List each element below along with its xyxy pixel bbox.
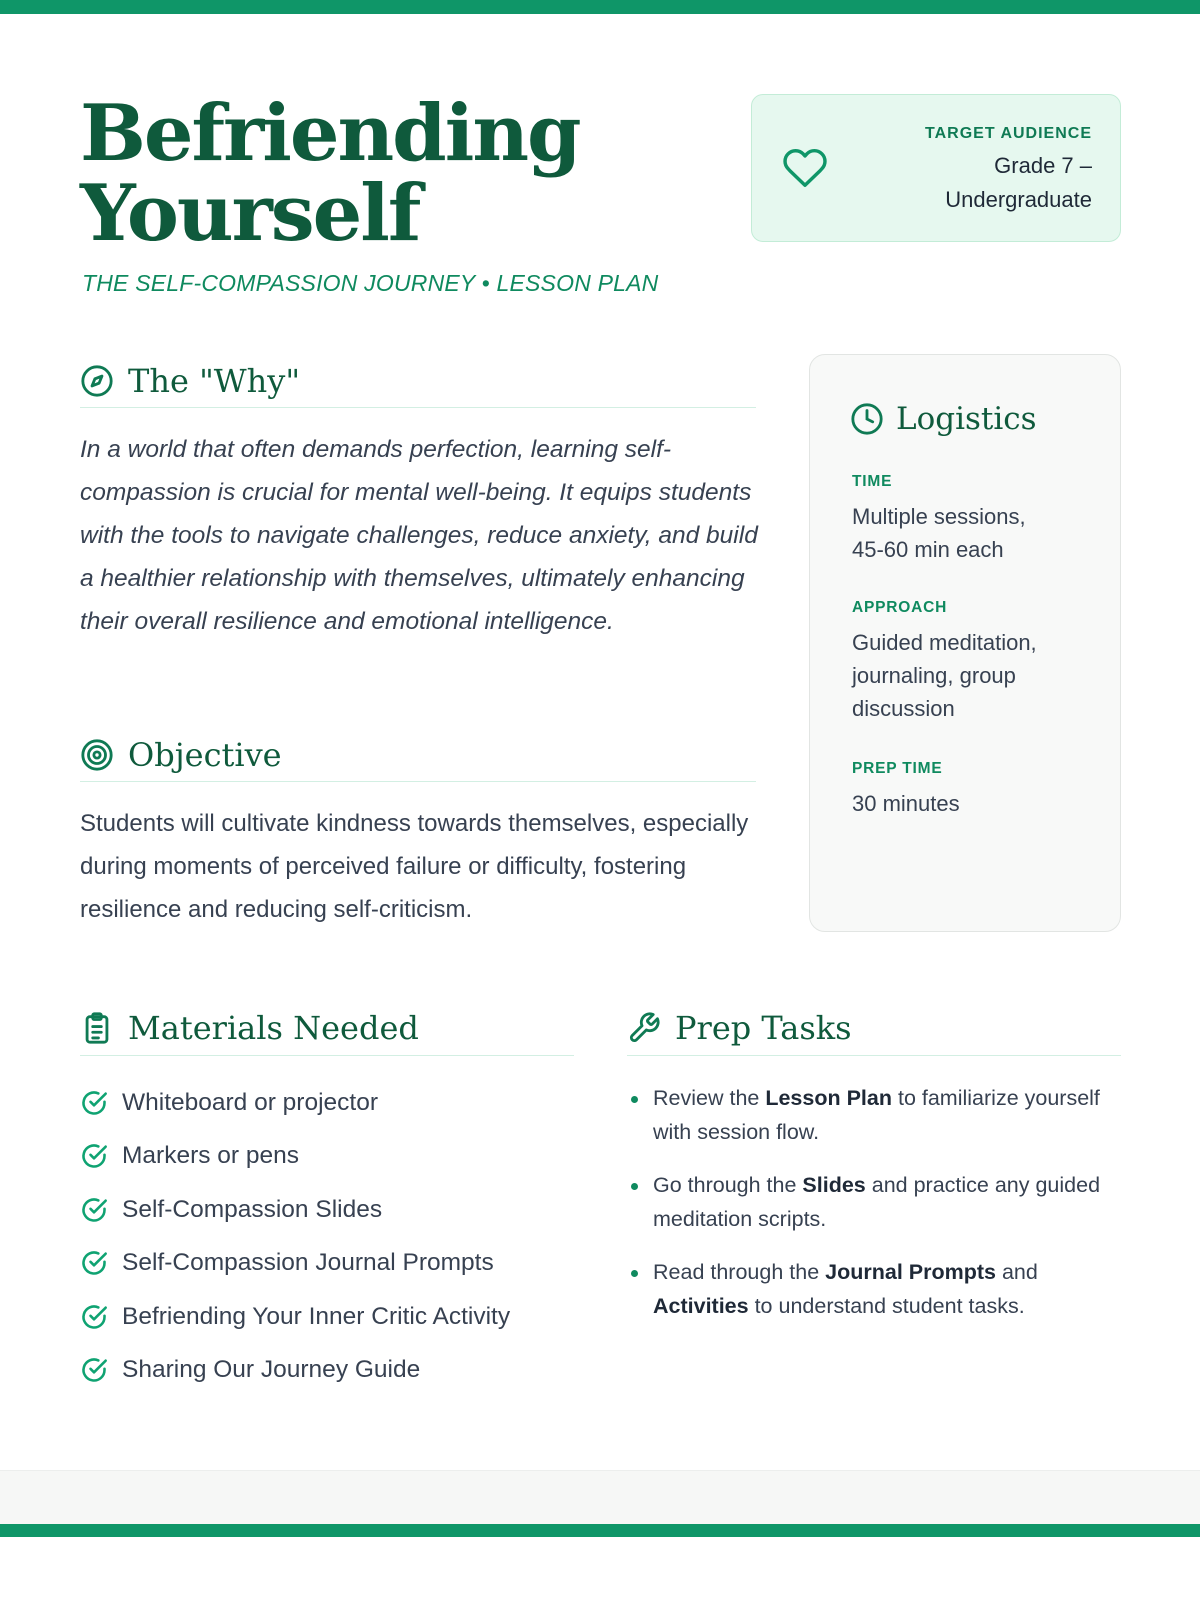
approach-value-line-3: discussion — [852, 696, 955, 721]
check-circle-icon — [80, 1249, 108, 1277]
logistics-heading: Logistics — [896, 401, 1037, 437]
footer-band — [0, 1470, 1200, 1524]
task-text: Go through the — [653, 1173, 803, 1197]
time-value — [852, 500, 1102, 566]
list-item — [627, 1256, 1107, 1323]
audience-value — [892, 149, 1092, 217]
clipboard-icon — [80, 1011, 114, 1045]
time-value-line-2: 45-60 min each — [852, 537, 1004, 562]
approach-label: APPROACH — [852, 599, 948, 616]
why-section-header — [80, 354, 756, 408]
target-icon — [80, 738, 114, 772]
prep-heading: Prep Tasks — [675, 1008, 852, 1047]
task-text: Review the — [653, 1086, 766, 1110]
prep-section-header — [627, 1000, 1121, 1056]
logistics-card — [809, 354, 1121, 932]
bottom-accent-bar — [0, 1524, 1200, 1537]
materials-section-header — [80, 1000, 574, 1056]
time-label: TIME — [852, 473, 893, 490]
list-item — [627, 1169, 1107, 1236]
material-label: Self-Compassion Journal Prompts — [122, 1249, 494, 1277]
list-item — [80, 1183, 510, 1237]
check-circle-icon — [80, 1196, 108, 1224]
check-circle-icon — [80, 1142, 108, 1170]
materials-heading: Materials Needed — [128, 1008, 419, 1047]
title-line-2: Yourself — [80, 168, 420, 259]
task-emphasis: Activities — [653, 1293, 749, 1318]
title-line-1: Befriending — [80, 88, 580, 179]
compass-icon — [80, 364, 114, 398]
list-item — [80, 1290, 510, 1344]
check-circle-icon — [80, 1303, 108, 1331]
task-text: Read through the — [653, 1260, 826, 1284]
task-emphasis: Slides — [802, 1173, 866, 1197]
list-item — [80, 1344, 510, 1398]
audience-value-line-1: Grade 7 – — [994, 153, 1092, 178]
approach-value-line-1: Guided meditation, — [852, 630, 1037, 655]
page-subtitle: THE SELF-COMPASSION JOURNEY • LESSON PLAN — [82, 270, 659, 296]
top-accent-bar — [0, 0, 1200, 14]
task-text: to familiarize yourself with session flow. — [653, 1086, 1100, 1144]
time-value-line-1: Multiple sessions, — [852, 504, 1026, 529]
material-label: Befriending Your Inner Critic Activity — [122, 1302, 511, 1330]
why-paragraph: In a world that often demands perfection, learning self-compassion is crucial for mental well-being. It equips students with the tools to navigate challenges, reduce anxiety, and build a healthier relationship with themselves, ultimately enhancing their overall resilience and emotional intelligence. — [80, 436, 758, 635]
task-text: and practice any guided meditation scripts. — [653, 1173, 1101, 1231]
audience-label: TARGET AUDIENCE — [925, 125, 1092, 142]
task-emphasis: Lesson Plan — [765, 1086, 892, 1110]
target-audience-card — [751, 94, 1121, 242]
logistics-header — [850, 401, 1037, 437]
approach-value — [852, 626, 1102, 725]
why-heading: The "Why" — [128, 361, 301, 400]
wrench-icon — [627, 1011, 661, 1045]
check-circle-icon — [80, 1356, 108, 1384]
objective-section-header — [80, 728, 756, 782]
prep-time-label: PREP TIME — [852, 760, 943, 777]
task-text: and — [995, 1260, 1038, 1284]
list-item — [627, 1082, 1107, 1149]
objective-heading: Objective — [128, 735, 282, 774]
list-item — [80, 1237, 510, 1291]
approach-value-line-2: journaling, group — [852, 663, 1016, 688]
heart-icon — [780, 145, 830, 191]
objective-paragraph: Students will cultivate kindness towards themselves, especially during moments of perceived failure or difficulty, fostering resilience and reducing self-criticism. — [80, 810, 749, 923]
task-emphasis: Journal Prompts — [825, 1260, 996, 1284]
task-text: to understand student tasks. — [748, 1293, 1025, 1318]
list-item — [80, 1076, 510, 1130]
audience-value-line-2: Undergraduate — [945, 187, 1092, 212]
material-label: Sharing Our Journey Guide — [122, 1356, 421, 1384]
materials-list — [80, 1076, 510, 1397]
material-label: Whiteboard or projector — [122, 1088, 379, 1116]
material-label: Markers or pens — [122, 1142, 300, 1170]
prep-task-list — [627, 1082, 1107, 1343]
check-circle-icon — [80, 1089, 108, 1117]
list-item — [80, 1130, 510, 1184]
clock-icon — [850, 402, 884, 436]
page-title — [80, 88, 680, 259]
material-label: Self-Compassion Slides — [122, 1195, 383, 1223]
prep-time-value: 30 minutes — [852, 791, 960, 816]
